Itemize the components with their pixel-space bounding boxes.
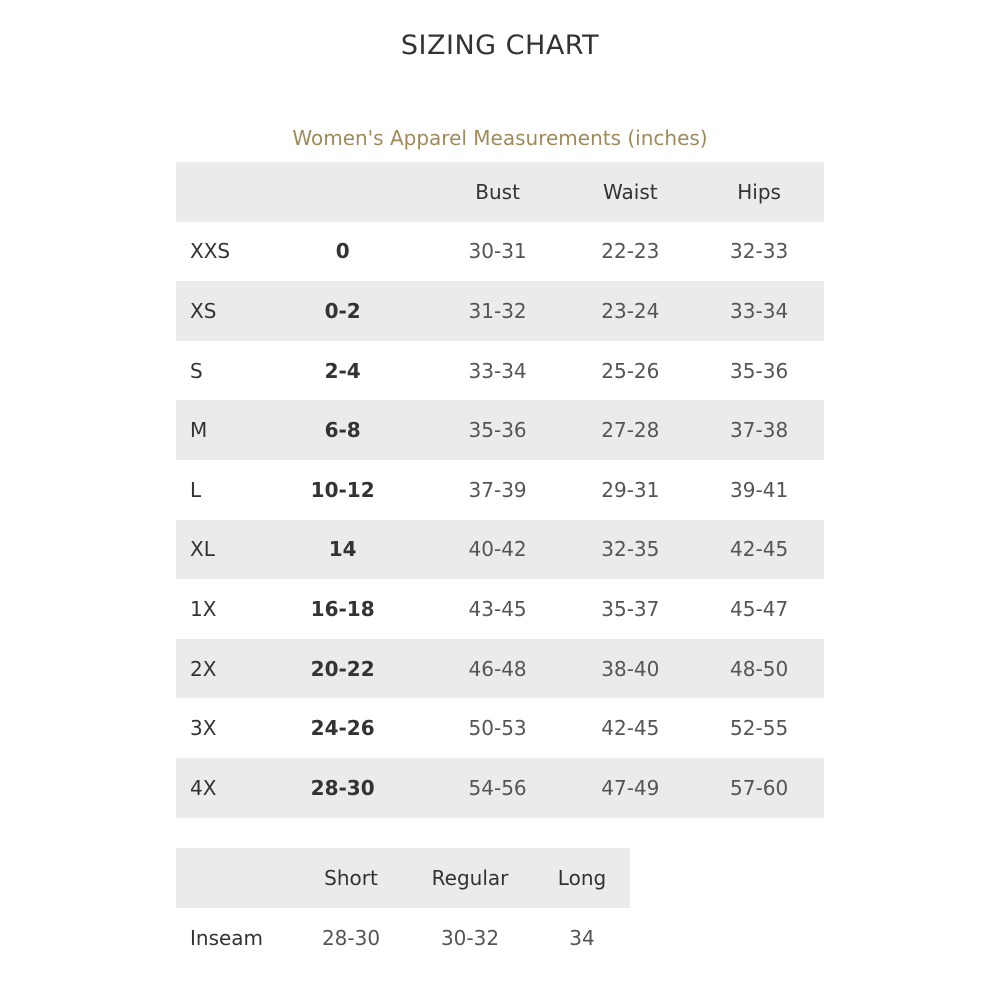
- size-number: 20-22: [310, 656, 375, 681]
- header-hips: Hips: [737, 179, 781, 204]
- waist-value: 35-37: [601, 596, 660, 621]
- table-row: [176, 341, 824, 401]
- size-number: 0-2: [324, 298, 361, 323]
- hips-value: 37-38: [730, 418, 789, 443]
- header-long: Long: [557, 866, 607, 890]
- page-title: SIZING CHART: [400, 30, 600, 61]
- table-subtitle: Women's Apparel Measurements (inches): [292, 126, 708, 150]
- table-row: [176, 520, 824, 580]
- table-row: [176, 579, 824, 639]
- inseam-table: [176, 848, 630, 968]
- table-row: [176, 639, 824, 699]
- waist-value: 42-45: [601, 716, 660, 741]
- hips-value: 35-36: [730, 358, 789, 383]
- size-number: 14: [328, 537, 357, 562]
- bust-value: 37-39: [468, 477, 527, 502]
- waist-value: 47-49: [601, 775, 660, 800]
- size-label: L: [190, 477, 202, 502]
- inseam-short-value: 28-30: [321, 926, 381, 950]
- size-number: 2-4: [324, 358, 361, 383]
- inseam-regular-value: 30-32: [440, 926, 500, 950]
- waist-value: 27-28: [601, 418, 660, 443]
- bust-value: 31-32: [468, 298, 527, 323]
- size-label: XL: [190, 537, 215, 562]
- size-number: 10-12: [310, 477, 375, 502]
- waist-value: 29-31: [601, 477, 660, 502]
- inseam-label: Inseam: [190, 926, 264, 950]
- bust-value: 43-45: [468, 596, 527, 621]
- hips-value: 45-47: [730, 596, 789, 621]
- header-waist: Waist: [603, 179, 658, 204]
- bust-value: 30-31: [468, 239, 527, 264]
- waist-value: 22-23: [601, 239, 660, 264]
- size-table-header: [176, 162, 824, 222]
- bust-value: 46-48: [468, 656, 527, 681]
- inseam-table-header: [176, 848, 630, 908]
- table-row: [176, 400, 824, 460]
- inseam-long-value: 34: [569, 926, 595, 950]
- size-label: M: [190, 418, 208, 443]
- size-label: 3X: [190, 716, 217, 741]
- table-row: [176, 908, 630, 968]
- size-number: 28-30: [310, 775, 375, 800]
- bust-value: 40-42: [468, 537, 527, 562]
- size-table: [176, 162, 824, 818]
- bust-value: 50-53: [468, 716, 527, 741]
- table-row: [176, 698, 824, 758]
- table-row: [176, 460, 824, 520]
- hips-value: 42-45: [730, 537, 789, 562]
- hips-value: 48-50: [730, 656, 789, 681]
- size-label: S: [190, 358, 203, 383]
- waist-value: 23-24: [601, 298, 660, 323]
- waist-value: 25-26: [601, 358, 660, 383]
- size-label: XS: [190, 298, 217, 323]
- size-number: 24-26: [310, 716, 375, 741]
- bust-value: 54-56: [468, 775, 527, 800]
- waist-value: 32-35: [601, 537, 660, 562]
- size-label: XXS: [190, 239, 231, 264]
- hips-value: 39-41: [730, 477, 789, 502]
- header-bust: Bust: [475, 179, 520, 204]
- table-row: [176, 758, 824, 818]
- size-label: 1X: [190, 596, 217, 621]
- table-row: [176, 222, 824, 282]
- hips-value: 33-34: [730, 298, 789, 323]
- size-number: 16-18: [310, 596, 375, 621]
- bust-value: 35-36: [468, 418, 527, 443]
- table-row: [176, 281, 824, 341]
- hips-value: 57-60: [730, 775, 789, 800]
- header-short: Short: [324, 866, 378, 890]
- size-number: 6-8: [324, 418, 361, 443]
- header-regular: Regular: [431, 866, 509, 890]
- size-label: 4X: [190, 775, 217, 800]
- hips-value: 32-33: [730, 239, 789, 264]
- size-number: 0: [335, 239, 350, 264]
- hips-value: 52-55: [730, 716, 789, 741]
- waist-value: 38-40: [601, 656, 660, 681]
- bust-value: 33-34: [468, 358, 527, 383]
- size-label: 2X: [190, 656, 217, 681]
